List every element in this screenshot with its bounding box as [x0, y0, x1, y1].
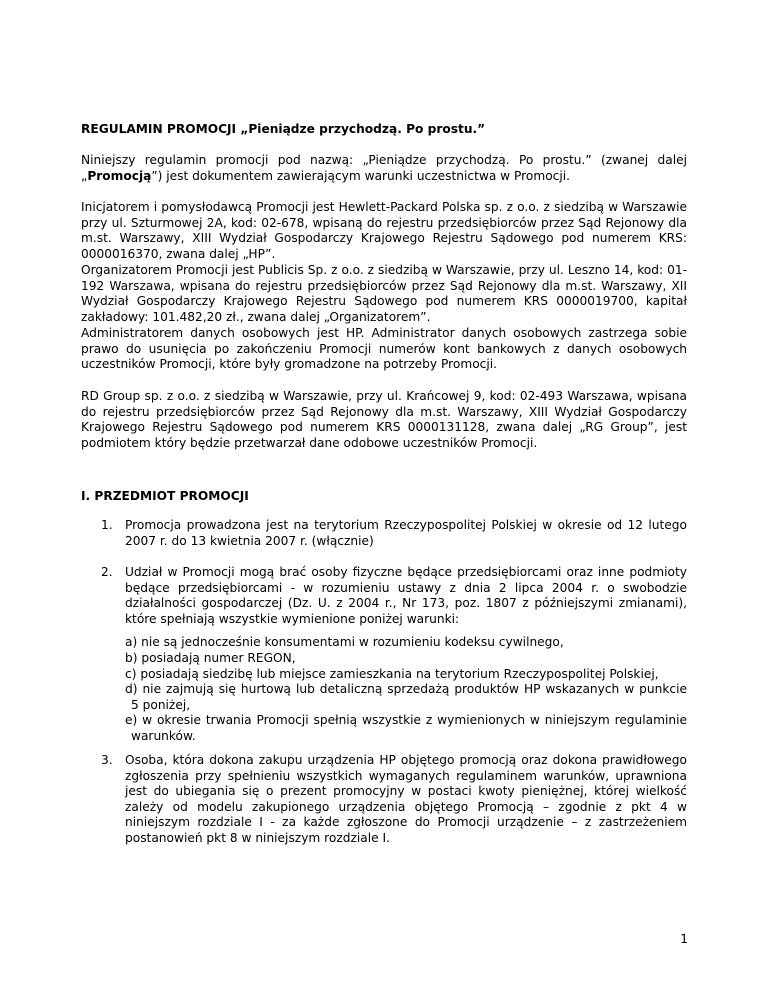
- list-item-text: Osoba, która dokona zakupu urządzenia HP objętego promocją oraz dokona prawidłowego zgłoszenia przy spełnieniu wszystkich wymaganych regulaminem warunków, uprawniona jest do ubiegania się o prezent promocyjny w postaci kwoty pieniężnej, której wielkość zależy od modelu zakupionego urządzenia objętego Promocją – zgodnie z pkt 4 w niniejszym rozdziale I - za każde zgłoszone do Promocji urządzenie – z zastrzeżeniem postanowień pkt 8 w niniejszym rozdziale I.: [125, 753, 687, 845]
- intro-paragraph-2: Inicjatorem i pomysłodawcą Promocji jest Hewlett-Packard Polska sp. z o.o. z siedzibą w Warszawie przy ul. Szturmowej 2A, kod: 02-678, wpisaną do rejestru przedsiębiorców przez Sąd Rejonowy dla m.st. Warszawy, XIII Wydział Gospodarczy Krajowego Rejestru Sądowego pod numerem KRS: 0000016370, zwana dalej „HP”.: [81, 200, 687, 261]
- list-item-number: 2.: [101, 565, 113, 579]
- page-number: 1: [680, 932, 688, 946]
- condition-d-continued: 5 poniżej,: [131, 697, 191, 712]
- intro-paragraph-3: Organizatorem Promocji jest Publicis Sp. z o.o. z siedzibą w Warszawie, przy ul. Leszno 14, kod: 01-192 Warszawa, wpisana do rejestru przedsiębiorców przez Sąd Rejonowy dla m.st. Warszawy, XII Wydział Gospodarczy Krajowego Rejestru Sądowego pod numerem KRS 0000019700, kapitał zakładowy: 101.482,20 zł., zwana dalej „Organizatorem”.: [81, 263, 687, 324]
- condition-a: a) nie są jednocześnie konsumentami w rozumieniu kodeksu cywilnego,: [125, 635, 564, 650]
- document-title: REGULAMIN PROMOCJI „Pieniądze przychodzą. Po prostu.”: [81, 122, 486, 136]
- condition-b: b) posiadają numer REGON,: [125, 650, 296, 665]
- intro-p1-bold-term: Promocją: [87, 168, 152, 183]
- list-item: [101, 565, 687, 745]
- condition-e-continued: warunków.: [131, 728, 196, 743]
- intro-paragraph-4: Administratorem danych osobowych jest HP. Administrator danych osobowych zastrzega sobie prawo do usunięcia po zakończeniu Promocji numerów kont bankowych z danych osobowych uczestników Promocji, które były gromadzone na potrzeby Promocji.: [81, 326, 687, 372]
- list-item-text: Promocja prowadzona jest na terytorium Rzeczypospolitej Polskiej w okresie od 12 lutego 2007 r. do 13 kwietnia 2007 r. (włącznie): [125, 518, 687, 548]
- condition-c: c) posiadają siedzibę lub miejsce zamieszkania na terytorium Rzeczypospolitej Polskiej,: [125, 666, 659, 681]
- conditions-list: [125, 635, 687, 744]
- intro-paragraph-5: RD Group sp. z o.o. z siedzibą w Warszawie, przy ul. Krańcowej 9, kod: 02-493 Warszawa, wpisana do rejestru przedsiębiorców przez Sąd Rejonowy dla m.st. Warszawy, XIII Wydział Gospodarczy Krajowego Rejestru Sądowego pod numerem KRS 0000131128, zwana dalej „RG Group”, jest podmiotem który będzie przetwarzał dane odobowe uczestników Promocji.: [81, 389, 687, 450]
- intro-p1-text-end: ”) jest dokumentem zawierającym warunki uczestnictwa w Promocji.: [151, 168, 571, 183]
- list-item-number: 3.: [101, 753, 113, 767]
- intro-p1-text-start: Niniejszy regulamin promocji pod nazwą: „Pieniądze przychodzą. Po prostu.” (zwanej dalej „: [81, 153, 687, 183]
- condition-e: e) w okresie trwania Promocji spełnią wszystkie z wymienionych w niniejszym regulaminie: [125, 713, 687, 728]
- list-item-number: 1.: [101, 518, 113, 532]
- condition-d: d) nie zajmują się hurtową lub detaliczną sprzedażą produktów HP wskazanych w punkcie: [125, 682, 687, 697]
- section-heading: I. PRZEDMIOT PROMOCJI: [81, 489, 249, 503]
- intro-paragraph-1: [81, 153, 687, 184]
- list-item-text: Udział w Promocji mogą brać osoby fizyczne będące przedsiębiorcami oraz inne podmioty będące przedsiębiorcami - w rozumieniu ustawy z dnia 2 lipca 2004 r. o swobodzie działalności gospodarczej (Dz. U. z 2004 r., Nr 173, poz. 1807 z późniejszymi zmianami), które spełniają wszystkie wymienione poniżej warunki:: [125, 565, 687, 626]
- list-item: [101, 518, 687, 549]
- list-item: [101, 753, 687, 847]
